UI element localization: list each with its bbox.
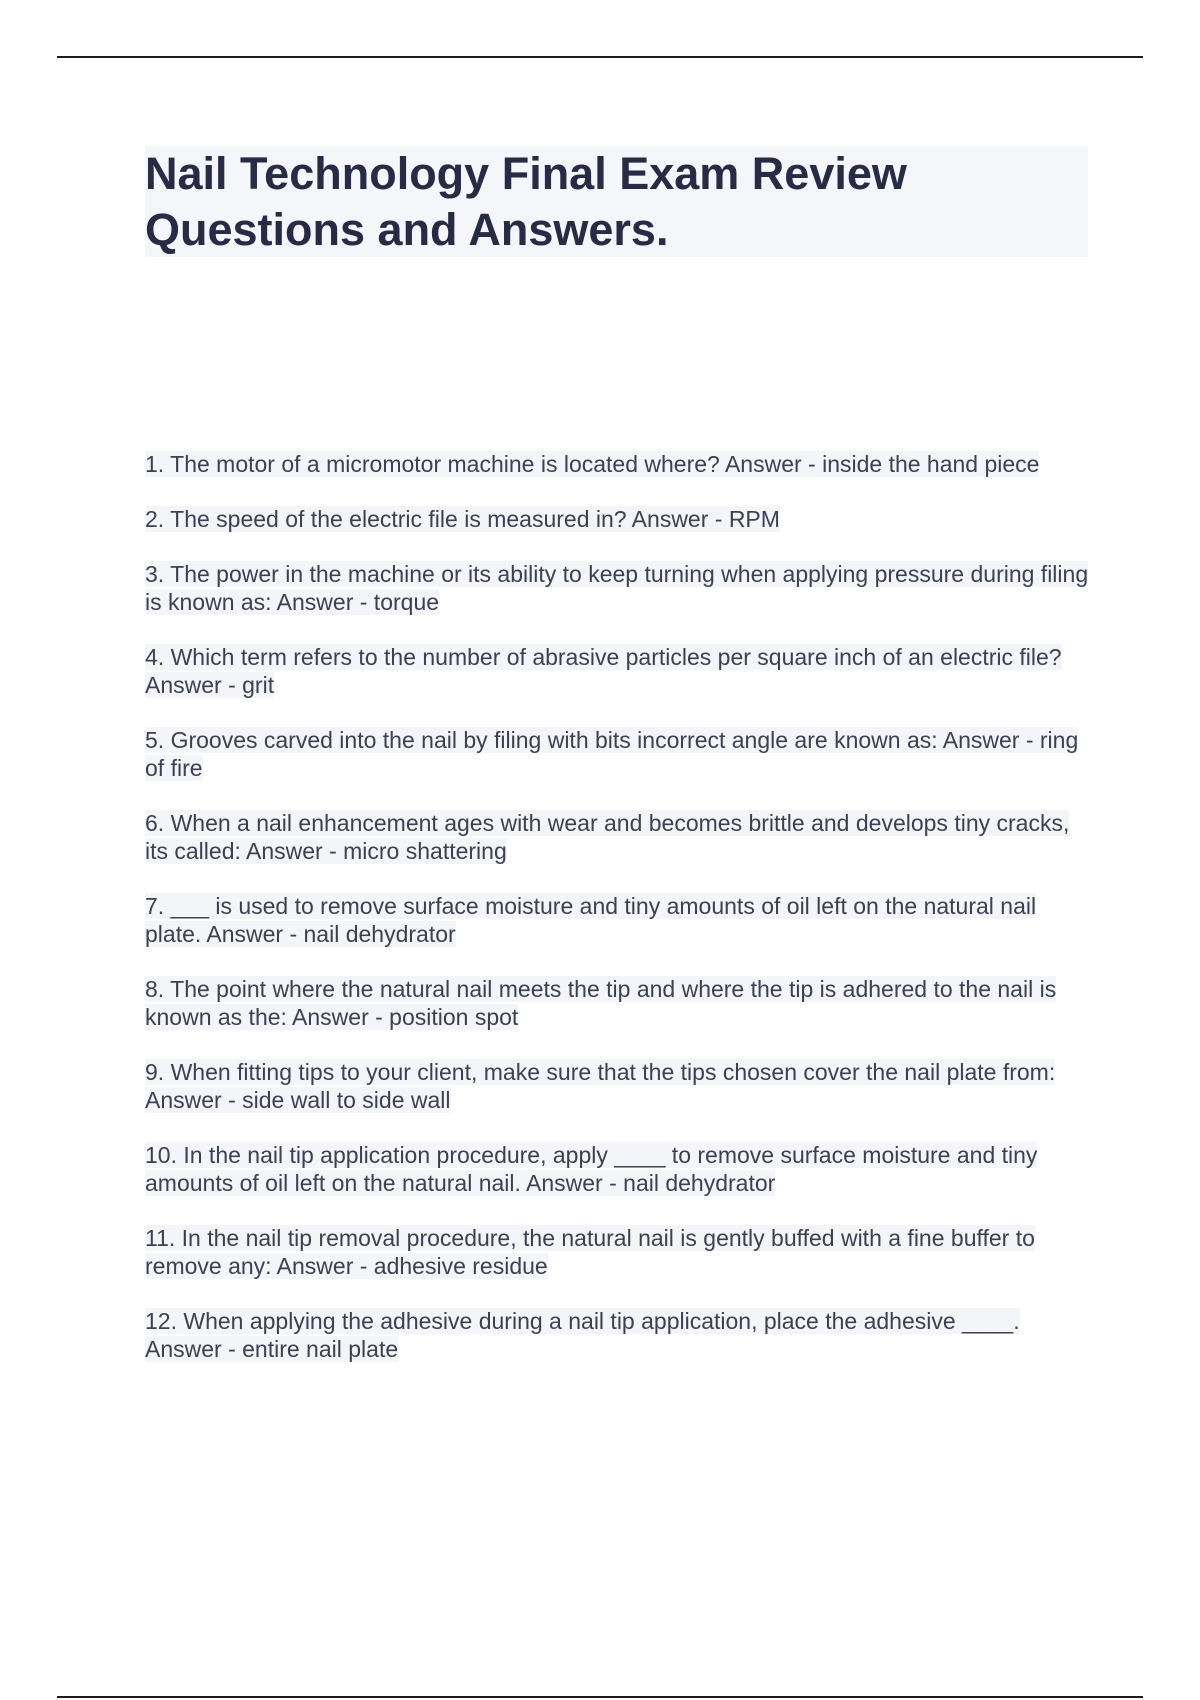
question-item (145, 1141, 1093, 1197)
header-rule (57, 56, 1143, 58)
question-item (145, 892, 1093, 948)
question-text: 10. In the nail tip application procedure, apply ____ to remove surface moisture and tiny amounts of oil left on the natural nail. Answer - nail dehydrator (145, 1142, 1038, 1196)
question-text: 2. The speed of the electric file is measured in? Answer - RPM (145, 506, 780, 532)
document-title: Nail Technology Final Exam Review Questions and Answers. (145, 148, 907, 255)
question-text: 1. The motor of a micromotor machine is located where? Answer - inside the hand piece (145, 451, 1040, 477)
title-block (145, 146, 1088, 257)
question-item (145, 505, 1093, 533)
question-text: 6. When a nail enhancement ages with wear and becomes brittle and develops tiny cracks, its called: Answer - micro shattering (145, 810, 1070, 864)
question-list (145, 450, 1093, 1390)
question-text: 4. Which term refers to the number of abrasive particles per square inch of an electric file? Answer - grit (145, 644, 1062, 698)
question-text: 8. The point where the natural nail meets the tip and where the tip is adhered to the nail is known as the: Answer - position spot (145, 976, 1057, 1030)
question-item (145, 726, 1093, 782)
footer-rule (57, 1696, 1143, 1698)
question-text: 12. When applying the adhesive during a nail tip application, place the adhesive ____. Answer - entire nail plate (145, 1308, 1020, 1362)
question-item (145, 809, 1093, 865)
question-text: 11. In the nail tip removal procedure, the natural nail is gently buffed with a fine buffer to remove any: Answer - adhesive residue (145, 1225, 1035, 1279)
question-text: 7. ___ is used to remove surface moisture and tiny amounts of oil left on the natural nail plate. Answer - nail dehydrator (145, 893, 1037, 947)
question-item (145, 643, 1093, 699)
question-text: 3. The power in the machine or its ability to keep turning when applying pressure during filing is known as: Answer - torque (145, 561, 1089, 615)
question-item (145, 1224, 1093, 1280)
question-item (145, 1058, 1093, 1114)
question-item (145, 560, 1093, 616)
question-text: 5. Grooves carved into the nail by filing with bits incorrect angle are known as: Answer - ring of fire (145, 727, 1079, 781)
question-item (145, 450, 1093, 478)
question-item (145, 1307, 1093, 1363)
question-text: 9. When fitting tips to your client, make sure that the tips chosen cover the nail plate from: Answer - side wall to side wall (145, 1059, 1056, 1113)
question-item (145, 975, 1093, 1031)
